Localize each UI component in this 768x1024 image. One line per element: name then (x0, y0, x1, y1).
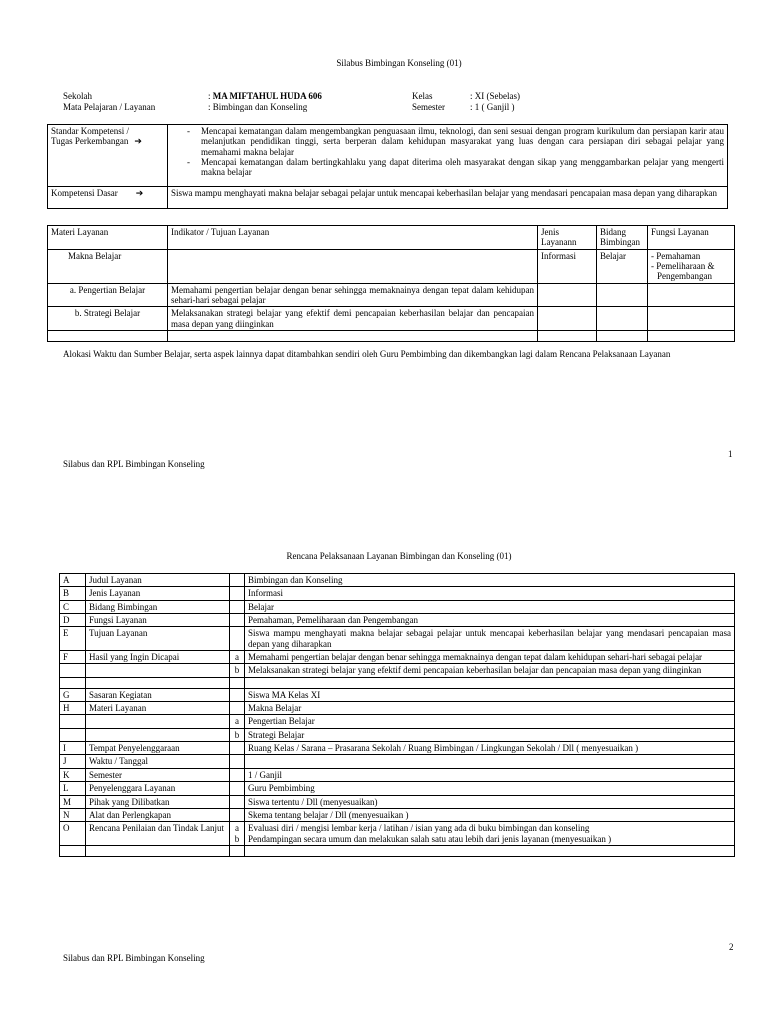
fungsi-value (648, 249, 735, 283)
page-number-1: 1 (728, 449, 733, 459)
mapel-value: : Bimbingan dan Konseling (208, 102, 308, 112)
indikator-a: Memahami pengertian belajar dengan benar sehingga memaknainya dengan tepat dalam kehidupan sehari-hari sebagai pelajar (168, 283, 538, 307)
rpl-value (245, 755, 735, 768)
rpl-label: Alat dan Perlengkapan (86, 808, 230, 821)
sk-label-text: Tugas Perkembangan (51, 136, 129, 147)
sk-list (171, 126, 724, 178)
rpl-value: Siswa mampu menghayati makna belajar sebagai pelajar untuk mencapai keberhasilan belajar yang mendasari pencapaian masa depan yang diharapkan (245, 627, 735, 651)
rpl-value: Siswa MA Kelas XI (245, 688, 735, 701)
header-jenis: Jenis Layanann (538, 226, 597, 250)
kd-label-cell (48, 187, 168, 209)
rpl-row (60, 600, 735, 613)
rpl-label: Waktu / Tanggal (86, 755, 230, 768)
empty-cell (648, 331, 735, 342)
rpl-table (59, 573, 735, 857)
rpl-label: Judul Layanan (86, 574, 230, 587)
rpl-row (60, 755, 735, 768)
rpl-letter: E (60, 627, 86, 651)
sekolah-value: : MA MIFTAHUL HUDA 606 (208, 91, 322, 101)
empty-cell (597, 283, 648, 307)
rpl-value: Memahami pengertian belajar dengan benar sehingga memaknainya dengan tepat dalam kehidupan sehari-hari sebagai pelajar (245, 651, 735, 664)
rpl-sub: b (230, 728, 245, 741)
kd-label: Kompetensi Dasar (51, 188, 118, 198)
rpl-label: Fungsi Layanan (86, 614, 230, 627)
rpl-value: Bimbingan dan Konseling (245, 574, 735, 587)
rpl-label: Rencana Penilaian dan Tindak Lanjut (86, 822, 230, 846)
footer-2: Silabus dan RPL Bimbingan Konseling (63, 953, 205, 963)
rpl-row (60, 574, 735, 587)
rpl-body (60, 574, 735, 857)
materi-table (47, 225, 735, 342)
rpl-letter (60, 664, 86, 677)
rpl-letter (60, 715, 86, 728)
rpl-value (245, 822, 735, 846)
rpl-value: Guru Pembimbing (245, 782, 735, 795)
empty-cell (60, 845, 86, 856)
rpl-letter: J (60, 755, 86, 768)
rpl-value (245, 677, 735, 688)
rpl-row (60, 702, 735, 715)
bidang-value: Belajar (597, 249, 648, 283)
rpl-letter: O (60, 822, 86, 846)
empty-cell (538, 331, 597, 342)
rpl-sub (230, 587, 245, 600)
materi-a: a. Pengertian Belajar (48, 283, 168, 307)
header-fungsi: Fungsi Layanan (648, 226, 735, 250)
fungsi-line: Pengembangan (657, 271, 712, 282)
rpl-sub (230, 795, 245, 808)
sekolah-label: Sekolah (63, 91, 92, 101)
rpl-sub (230, 782, 245, 795)
header-bidang: Bidang Bimbingan (597, 226, 648, 250)
rpl-value-b: Pendampingan secara umum dan melakukan salah satu atau lebih dari jenis layanan (menyesuaikan ) (248, 833, 612, 844)
rpl-sub (230, 768, 245, 781)
rpl-sub-b: b (234, 833, 240, 844)
empty-cell (168, 331, 538, 342)
rpl-row (60, 808, 735, 821)
empty-cell (230, 845, 245, 856)
rpl-label (86, 677, 230, 688)
rpl-letter: C (60, 600, 86, 613)
rpl-row-empty (60, 845, 735, 856)
rpl-row (60, 728, 735, 741)
rpl-row (60, 688, 735, 701)
empty-cell (648, 283, 735, 307)
rpl-letter (60, 728, 86, 741)
rpl-label: Pihak yang Dilibatkan (86, 795, 230, 808)
rpl-title: Rencana Pelaksanaan Layanan Bimbingan dan Konseling (01) (286, 551, 512, 561)
rpl-value: Makna Belajar (245, 702, 735, 715)
rpl-label: Jenis Layanan (86, 587, 230, 600)
rpl-sub (230, 755, 245, 768)
competency-table (47, 124, 728, 209)
page-number-2: 2 (729, 942, 734, 952)
rpl-letter: F (60, 651, 86, 664)
kelas-label: Kelas (412, 91, 433, 101)
sk-label-line2 (51, 136, 164, 147)
rpl-sub (230, 742, 245, 755)
rpl-sub (230, 688, 245, 701)
rpl-row (60, 651, 735, 664)
rpl-letter: I (60, 742, 86, 755)
sk-item: - Mencapai kematangan dalam bertingkahlaku yang dapat diterima oleh masyarakat dengan sikap yang menggambarkan pelajar yang mengerti makna belajar (171, 157, 724, 178)
sk-label-line1: Standar Kompetensi / (51, 126, 129, 136)
rpl-row (60, 715, 735, 728)
rpl-sub (230, 677, 245, 688)
rpl-row (60, 677, 735, 688)
rpl-sub (230, 627, 245, 651)
empty-cell (538, 307, 597, 331)
jenis-value: Informasi (538, 249, 597, 283)
rpl-value: Strategi Belajar (245, 728, 735, 741)
rpl-sub: b (230, 664, 245, 677)
rpl-value: Pengertian Belajar (245, 715, 735, 728)
rpl-label: Semester (86, 768, 230, 781)
rpl-sub: a (230, 715, 245, 728)
silabus-title: Silabus Bimbingan Konseling (01) (336, 58, 462, 68)
rpl-letter (60, 677, 86, 688)
rpl-value: Skema tentang belajar / Dll (menyesuaikan ) (245, 808, 735, 821)
note-text: Alokasi Waktu dan Sumber Belajar, serta aspek lainnya dapat ditambahkan sendiri oleh Guru Pembimbing dan dikembangkan lagi dalam Rencana Pelaksanaan Layanan (63, 349, 671, 359)
rpl-value: Belajar (245, 600, 735, 613)
materi-b: b. Strategi Belajar (48, 307, 168, 331)
rpl-sub: a (230, 651, 245, 664)
arrow-right-icon: ➔ (135, 189, 144, 199)
rpl-label (86, 664, 230, 677)
rpl-label: Tujuan Layanan (86, 627, 230, 651)
rpl-value-a: Evaluasi diri / mengisi lembar kerja / latihan / isian yang ada di buku bimbingan dan konseling (248, 823, 590, 834)
empty-cell (86, 845, 230, 856)
rpl-row (60, 782, 735, 795)
rpl-row (60, 795, 735, 808)
rpl-row (60, 664, 735, 677)
rpl-label: Sasaran Kegiatan (86, 688, 230, 701)
rpl-letter: D (60, 614, 86, 627)
rpl-label (86, 715, 230, 728)
indikator-b: Melaksanakan strategi belajar yang efektif demi pencapaian keberhasilan belajar dan pencapaian masa depan yang diinginkan (168, 307, 538, 331)
rpl-row (60, 587, 735, 600)
sk-items-cell (168, 125, 728, 187)
rpl-row (60, 768, 735, 781)
fungsi-line: - Pemahaman (651, 250, 701, 261)
rpl-sub (230, 614, 245, 627)
rpl-letter: M (60, 795, 86, 808)
rpl-value: Pemahaman, Pemeliharaan dan Pengembangan (245, 614, 735, 627)
rpl-letter: G (60, 688, 86, 701)
rpl-row (60, 614, 735, 627)
rpl-label (86, 728, 230, 741)
rpl-sub (230, 808, 245, 821)
header-materi: Materi Layanan (48, 226, 168, 250)
empty-cell (597, 331, 648, 342)
semester-value: : 1 ( Ganjil ) (470, 102, 515, 112)
rpl-row (60, 742, 735, 755)
rpl-sub (230, 574, 245, 587)
rpl-letter: K (60, 768, 86, 781)
sk-label-cell (48, 125, 168, 187)
semester-label: Semester (412, 102, 445, 112)
rpl-sub (230, 702, 245, 715)
empty-cell (538, 283, 597, 307)
empty-cell (48, 331, 168, 342)
rpl-label: Hasil yang Ingin Dicapai (86, 651, 230, 664)
kelas-value: : XI (Sebelas) (470, 91, 520, 101)
empty-cell (245, 845, 735, 856)
rpl-sub-a: a (235, 823, 239, 834)
rpl-letter: H (60, 702, 86, 715)
rpl-value: Melaksanakan strategi belajar yang efektif demi pencapaian keberhasilan belajar dan pencapaian masa depan yang diinginkan (245, 664, 735, 677)
rpl-letter: A (60, 574, 86, 587)
rpl-row-o (60, 822, 735, 846)
empty-cell (648, 307, 735, 331)
rpl-value: 1 / Ganjil (245, 768, 735, 781)
materi-main: Makna Belajar (48, 249, 168, 283)
school-name: MA MIFTAHUL HUDA 606 (212, 91, 322, 101)
rpl-row (60, 627, 735, 651)
rpl-label: Bidang Bimbingan (86, 600, 230, 613)
fungsi-line: - Pemeliharaan & (651, 261, 715, 272)
mapel-label: Mata Pelajaran / Layanan (63, 102, 156, 112)
arrow-right-icon: ➔ (134, 137, 142, 148)
header-indikator: Indikator / Tujuan Layanan (168, 226, 538, 250)
kd-value: Siswa mampu menghayati makna belajar sebagai pelajar untuk mencapai keberhasilan belajar yang mendasari pencapaian masa depan yang diharapkan (168, 187, 728, 209)
rpl-value: Informasi (245, 587, 735, 600)
rpl-sub (230, 822, 245, 846)
empty-cell (597, 307, 648, 331)
rpl-value: Ruang Kelas / Sarana – Prasarana Sekolah / Ruang Bimbingan / Lingkungan Sekolah / Dll ( menyesuaikan ) (245, 742, 735, 755)
rpl-value: Siswa tertentu / Dll (menyesuaikan) (245, 795, 735, 808)
sk-item: - Mencapai kematangan dalam mengembangkan penguasaan ilmu, teknologi, dan seni sesuai dengan program kurikulum dan persiapan karir atau melanjutkan pendidikan tinggi, serta berperan dalam kehidupan masyarakat yang luas dengan cara persiapan diri sebagai pelajar yang memahami makna belajar (171, 126, 724, 157)
rpl-letter: N (60, 808, 86, 821)
rpl-label: Penyelenggara Layanan (86, 782, 230, 795)
rpl-letter: B (60, 587, 86, 600)
rpl-label: Materi Layanan (86, 702, 230, 715)
rpl-label: Tempat Penyelenggaraan (86, 742, 230, 755)
rpl-sub (230, 600, 245, 613)
footer-1: Silabus dan RPL Bimbingan Konseling (63, 459, 205, 469)
rpl-letter: L (60, 782, 86, 795)
indikator-main (168, 249, 538, 283)
